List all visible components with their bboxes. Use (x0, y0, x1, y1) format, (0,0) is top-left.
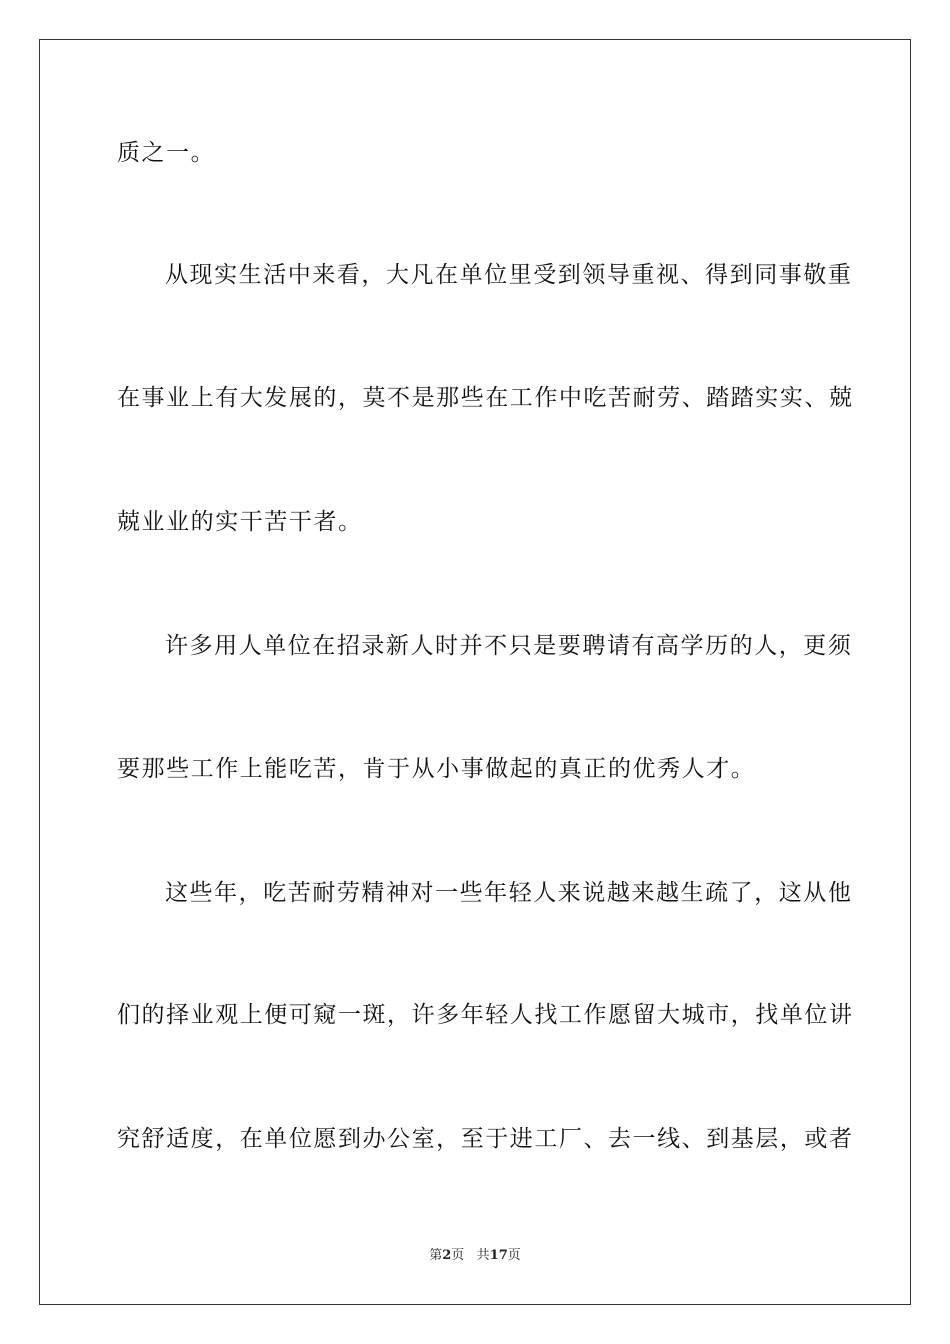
footer-page-number: 2 (442, 1248, 452, 1263)
text-line-8: 们的择业观上便可窥一斑，许多年轻人找工作愿留大城市，找单位讲 (117, 1002, 854, 1028)
text-line-6: 要那些工作上能吃苦，肯于从小事做起的真正的优秀人才。 (117, 756, 756, 782)
text-line-4: 兢业业的实干苦干者。 (117, 509, 363, 535)
text-line-5: 许多用人单位在招录新人时并不只是要聘请有高学历的人，更须 (165, 633, 853, 659)
text-line-1: 质之一。 (117, 140, 216, 166)
footer-page-suffix: 页 (451, 1248, 465, 1263)
footer-total-suffix: 页 (507, 1248, 521, 1263)
page-footer (0, 1247, 950, 1265)
footer-total-prefix: 共 (476, 1248, 490, 1263)
footer-total-pages: 17 (489, 1248, 508, 1263)
text-line-9: 究舒适度，在单位愿到办公室，至于进工厂、去一线、到基层，或者 (117, 1126, 854, 1152)
text-line-7: 这些年，吃苦耐劳精神对一些年轻人来说越来越生疏了，这从他 (165, 880, 853, 906)
footer-page-prefix: 第 (429, 1248, 443, 1263)
text-line-3: 在事业上有大发展的，莫不是那些在工作中吃苦耐劳、踏踏实实、兢 (117, 385, 854, 411)
page-border (39, 39, 911, 1305)
text-line-2: 从现实生活中来看，大凡在单位里受到领导重视、得到同事敬重 (165, 262, 853, 288)
